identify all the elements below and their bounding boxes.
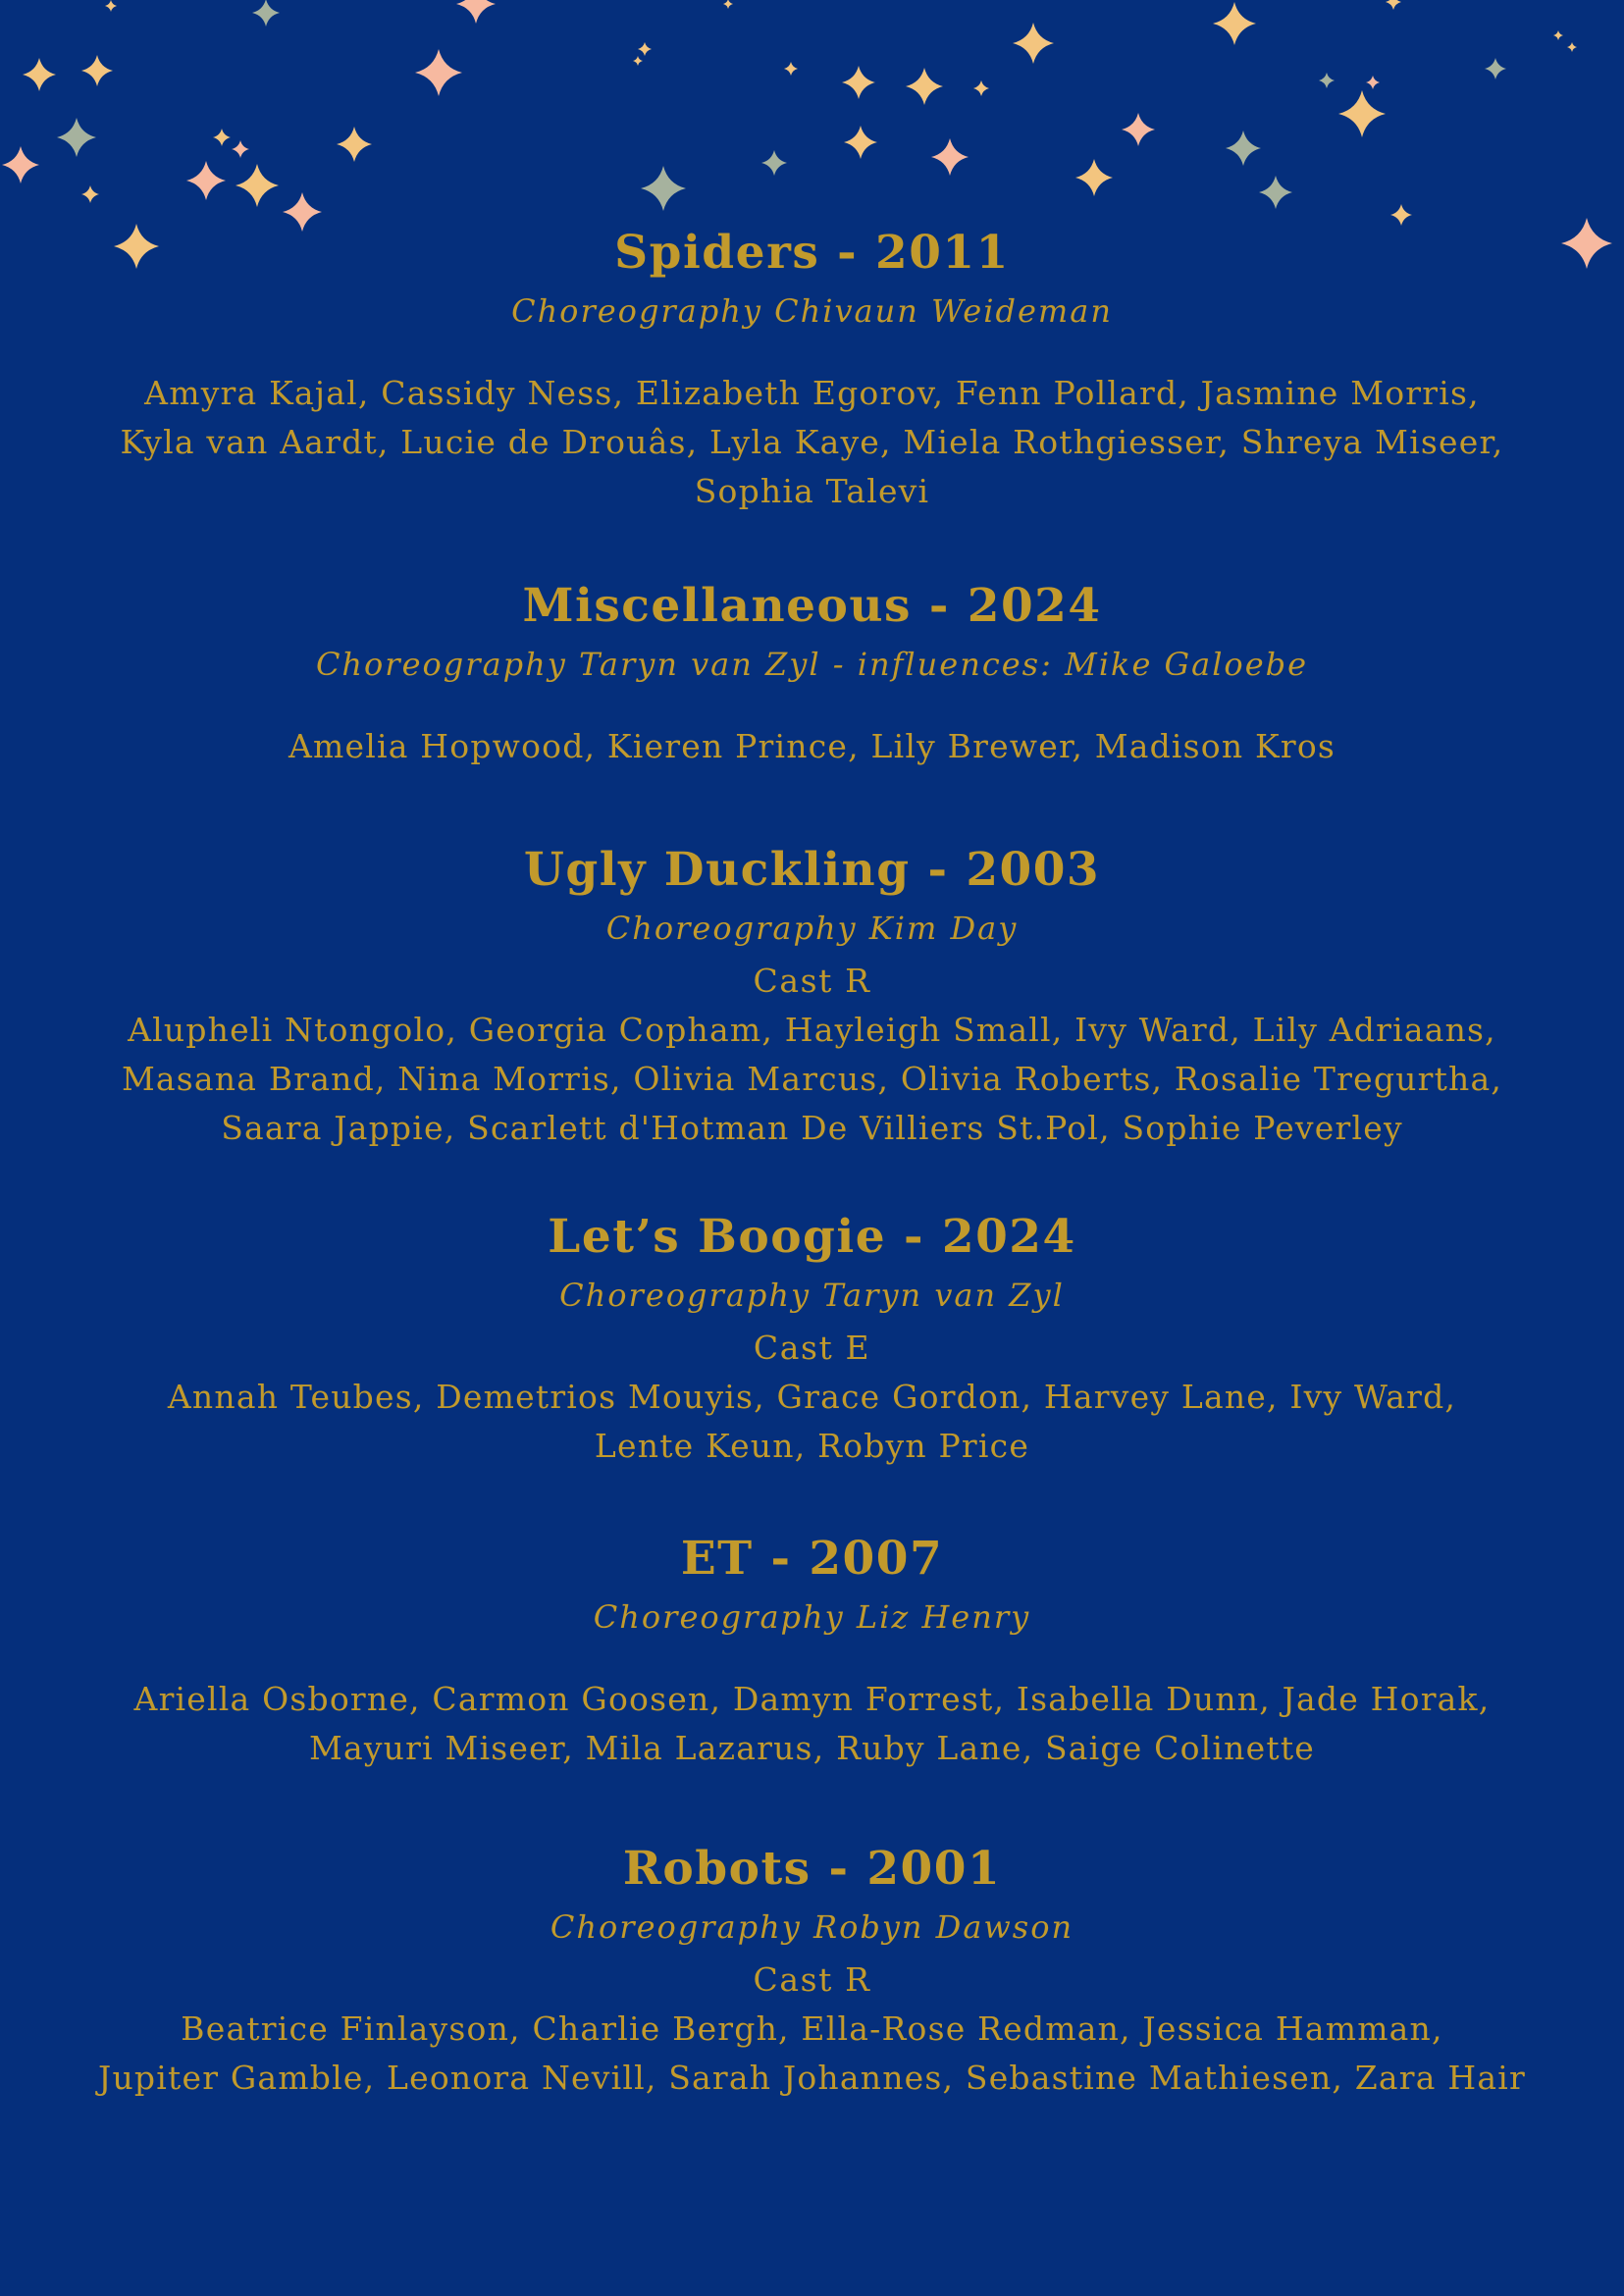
star-icon bbox=[415, 49, 462, 96]
star-icon bbox=[186, 161, 226, 200]
cast-label: Cast R bbox=[753, 1960, 871, 1999]
star-icon bbox=[1553, 30, 1563, 40]
star-icon bbox=[1338, 90, 1386, 137]
dancer-list bbox=[18, 1675, 1607, 1773]
star-icon bbox=[842, 66, 875, 99]
star-icon bbox=[1259, 176, 1292, 209]
performance-lets-boogie bbox=[0, 1208, 1624, 1471]
dancer-list bbox=[18, 1006, 1607, 1153]
dancer-line: Amyra Kajal, Cassidy Ness, Elizabeth Egorov, Fenn Pollard, Jasmine Morris, bbox=[144, 374, 1480, 412]
star-icon bbox=[784, 62, 798, 76]
star-icon bbox=[232, 140, 249, 158]
choreography-credit: Choreography Chivaun Weideman bbox=[511, 292, 1113, 330]
star-icon bbox=[1013, 23, 1054, 64]
star-icon bbox=[23, 58, 56, 91]
star-icon bbox=[906, 68, 943, 105]
performance-robots bbox=[0, 1840, 1624, 2103]
star-icon bbox=[81, 55, 113, 86]
star-icon bbox=[1319, 73, 1335, 88]
star-icon bbox=[1390, 204, 1412, 226]
performance-title: Spiders - 2011 bbox=[614, 226, 1010, 280]
star-icon bbox=[641, 166, 686, 211]
dancer-line: Jupiter Gamble, Leonora Nevill, Sarah Johannes, Sebastine Mathiesen, Zara Hair bbox=[98, 2059, 1526, 2097]
star-icon bbox=[1567, 42, 1577, 52]
choreography-credit: Choreography Liz Henry bbox=[593, 1598, 1031, 1636]
star-icon bbox=[638, 42, 652, 56]
performance-title: Ugly Duckling - 2003 bbox=[523, 843, 1101, 897]
star-icon bbox=[337, 127, 372, 162]
choreography-credit: Choreography Robyn Dawson bbox=[550, 1908, 1074, 1946]
dancer-line: Annah Teubes, Demetrios Mouyis, Grace Gordon, Harvey Lane, Ivy Ward, bbox=[167, 1378, 1457, 1416]
star-icon bbox=[1386, 0, 1401, 10]
performance-title: Robots - 2001 bbox=[622, 1842, 1002, 1896]
choreography-credit: Choreography Taryn van Zyl bbox=[559, 1277, 1065, 1314]
star-icon bbox=[456, 0, 496, 24]
dancer-line: Beatrice Finlayson, Charlie Bergh, Ella-Rose Redman, Jessica Hamman, bbox=[181, 2009, 1443, 2048]
dancer-line: Lente Keun, Robyn Price bbox=[594, 1427, 1030, 1465]
dancer-list bbox=[18, 2005, 1607, 2103]
choreography-credit: Choreography Kim Day bbox=[605, 910, 1019, 947]
star-icon bbox=[1122, 113, 1155, 146]
dancer-line: Amelia Hopwood, Kieren Prince, Lily Brewer, Madison Kros bbox=[288, 727, 1336, 765]
cast-label: Cast E bbox=[753, 1329, 871, 1367]
dancer-line: Sophia Talevi bbox=[694, 472, 930, 510]
dancer-list bbox=[18, 722, 1607, 771]
star-icon bbox=[236, 164, 279, 207]
star-icon bbox=[57, 118, 96, 157]
star-icon bbox=[633, 56, 643, 66]
performance-miscellaneous bbox=[0, 577, 1624, 771]
star-icon bbox=[252, 0, 280, 26]
performance-spiders bbox=[0, 224, 1624, 516]
star-icon bbox=[1213, 2, 1256, 45]
dancer-line: Alupheli Ntongolo, Georgia Copham, Hayleigh Small, Ivy Ward, Lily Adriaans, bbox=[128, 1011, 1496, 1049]
star-icon bbox=[2, 146, 39, 183]
dancer-line: Mayuri Miseer, Mila Lazarus, Ruby Lane, Saige Colinette bbox=[308, 1729, 1316, 1767]
star-icon bbox=[1366, 76, 1380, 89]
dancer-line: Saara Jappie, Scarlett d'Hotman De Villiers St.Pol, Sophie Peverley bbox=[221, 1109, 1403, 1147]
star-icon bbox=[1075, 159, 1113, 196]
star-icon bbox=[931, 138, 969, 176]
star-icon bbox=[81, 185, 99, 203]
choreography-credit: Choreography Taryn van Zyl - influences: Mike Galoebe bbox=[315, 646, 1309, 683]
star-icon bbox=[761, 150, 787, 176]
star-icon bbox=[105, 0, 117, 12]
star-icon bbox=[1485, 58, 1506, 79]
star-icon bbox=[723, 0, 733, 9]
performance-title: Miscellaneous - 2024 bbox=[522, 579, 1102, 633]
cast-label: Cast R bbox=[753, 962, 871, 1000]
dancer-line: Ariella Osborne, Carmon Goosen, Damyn Forrest, Isabella Dunn, Jade Horak, bbox=[133, 1680, 1491, 1718]
star-icon bbox=[973, 80, 989, 96]
dancer-line: Kyla van Aardt, Lucie de Drouâs, Lyla Kaye, Miela Rothgiesser, Shreya Miseer, bbox=[120, 423, 1504, 461]
star-icon bbox=[213, 129, 231, 146]
dancer-list bbox=[18, 369, 1607, 516]
star-icon bbox=[844, 126, 877, 159]
performance-title: Let’s Boogie - 2024 bbox=[548, 1210, 1076, 1264]
star-icon bbox=[1226, 130, 1261, 166]
performance-et bbox=[0, 1530, 1624, 1773]
dancer-line: Masana Brand, Nina Morris, Olivia Marcus, Olivia Roberts, Rosalie Tregurtha, bbox=[121, 1060, 1503, 1098]
performance-ugly-duckling bbox=[0, 841, 1624, 1153]
performance-title: ET - 2007 bbox=[680, 1532, 944, 1586]
dancer-list bbox=[18, 1373, 1607, 1471]
